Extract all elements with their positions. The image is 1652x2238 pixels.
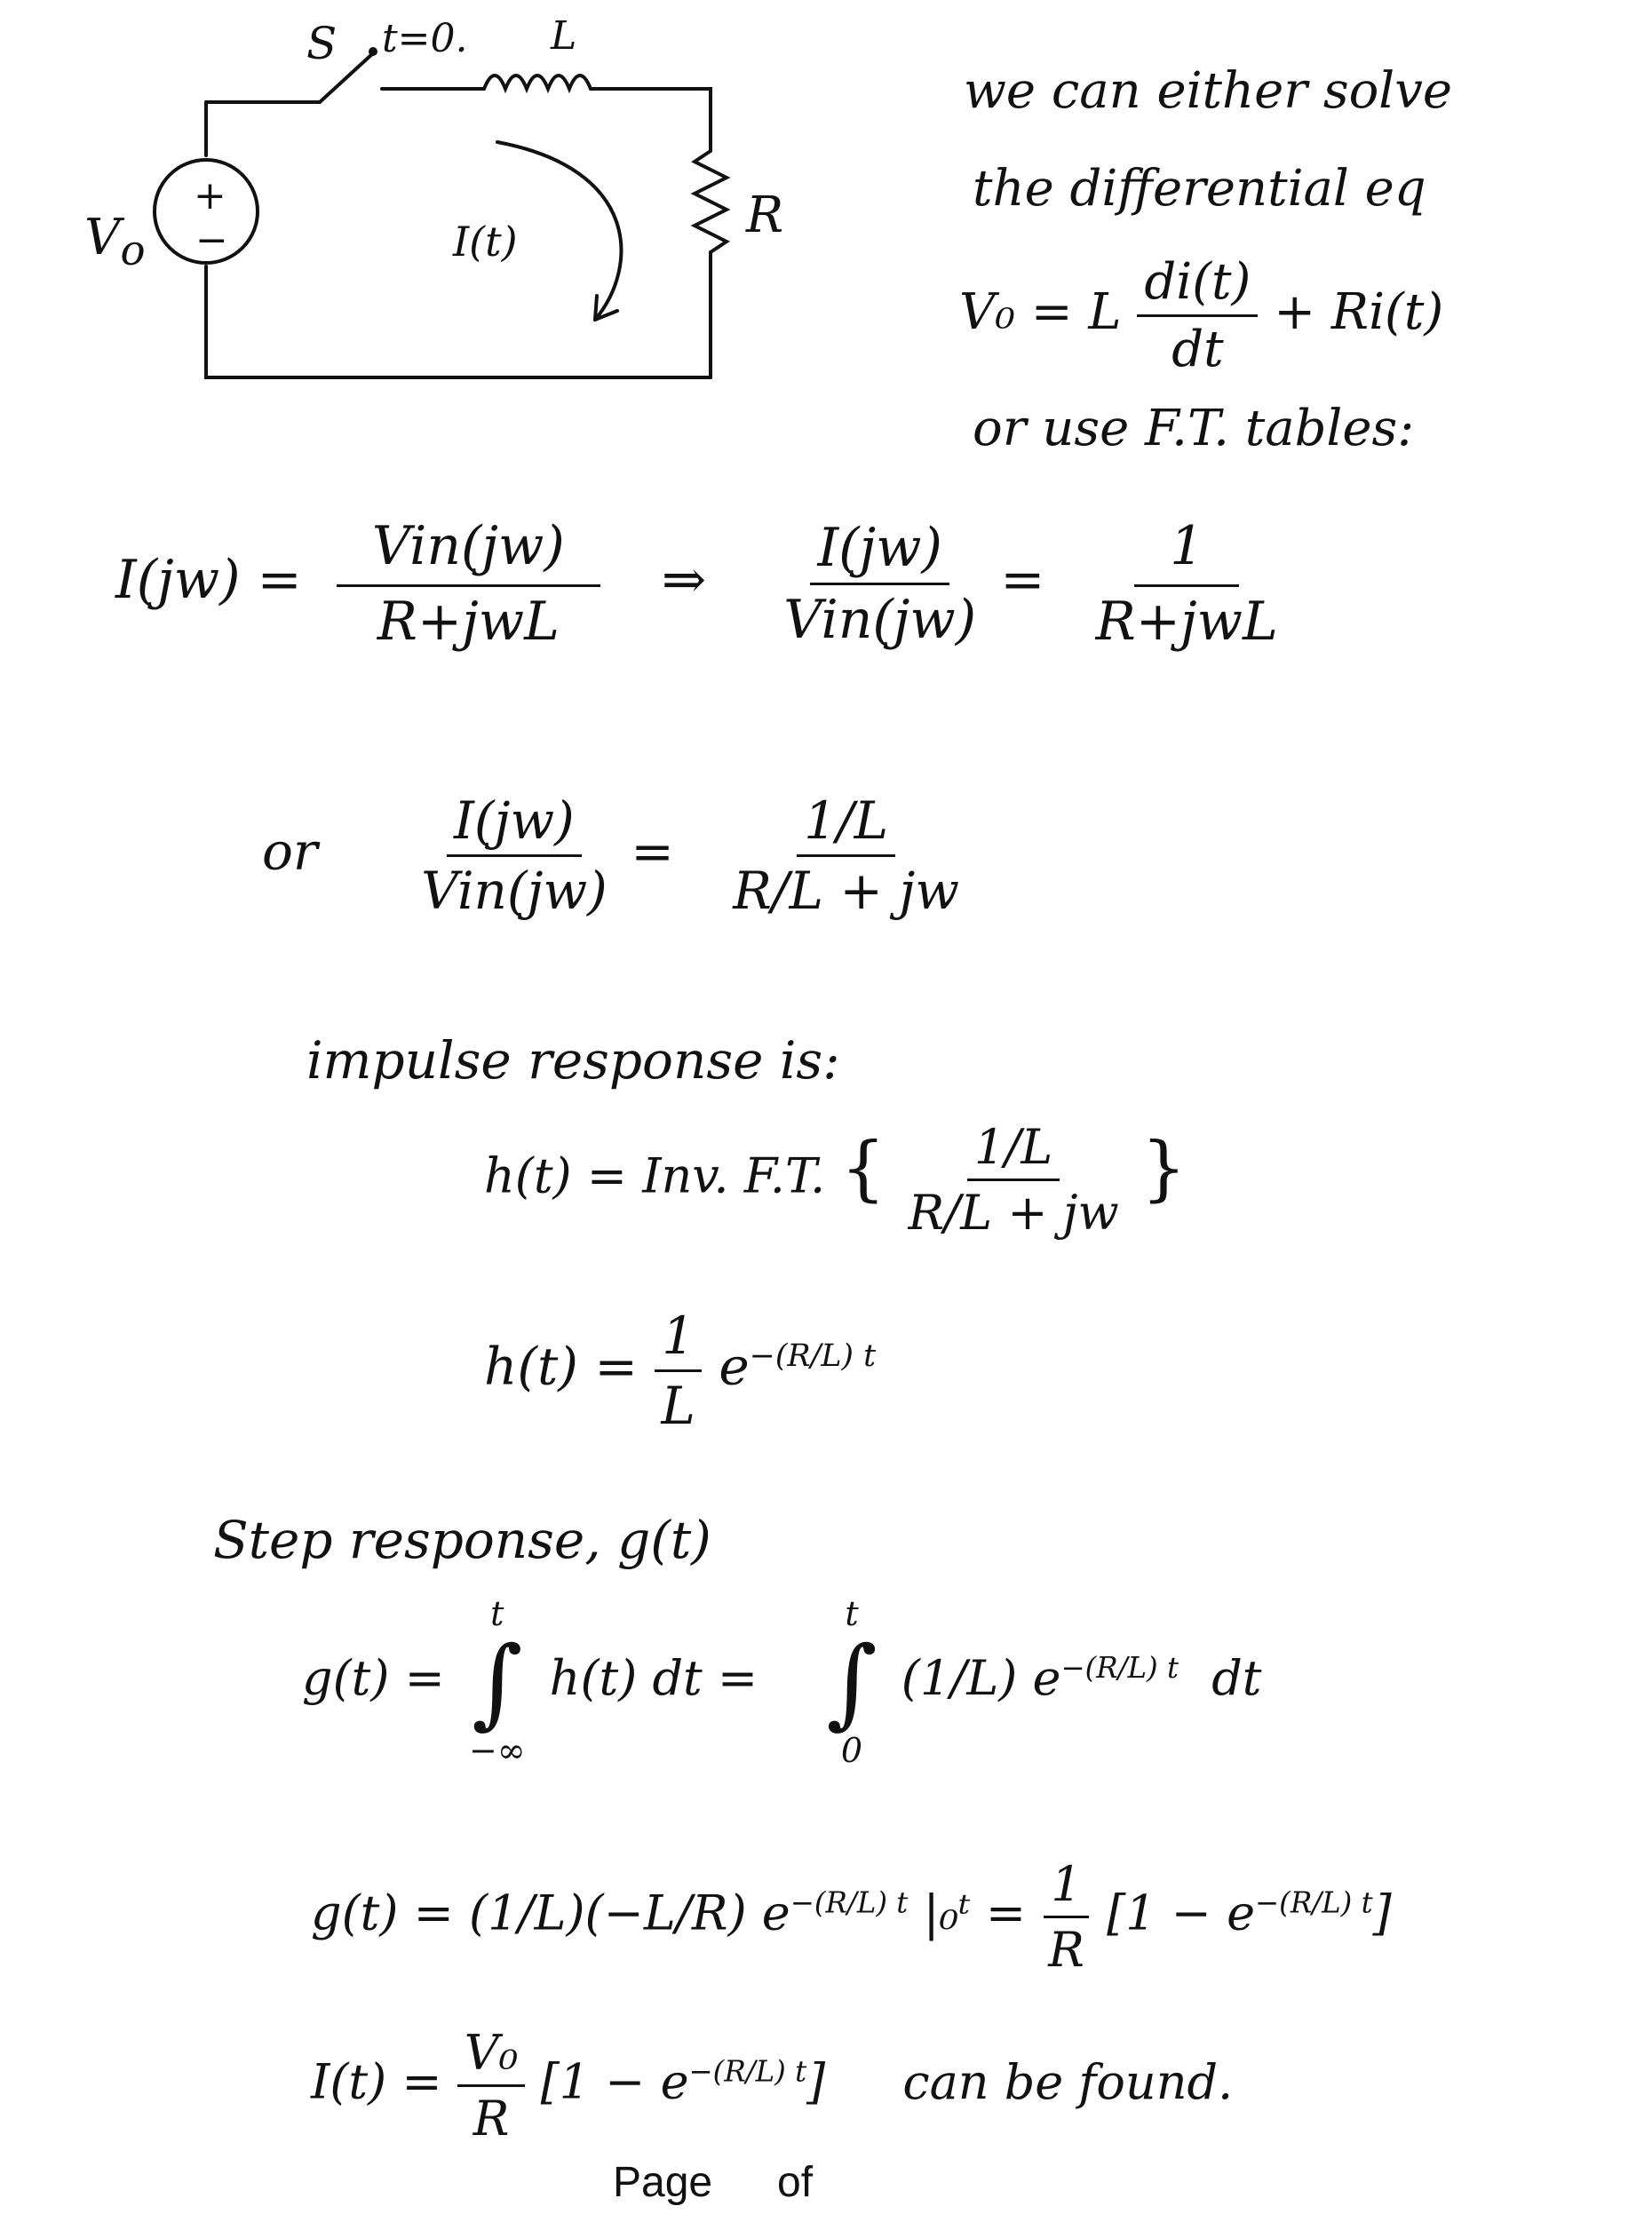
i-close: ] (806, 2053, 826, 2110)
current-label: I(t) (453, 218, 518, 266)
eq1-lhs: I(jw) = (115, 549, 302, 612)
impulse-def-fraction (901, 1119, 1125, 1241)
eq1-rhs-num: 1 (1134, 515, 1239, 587)
eq1-num: Vin(jw) (337, 515, 600, 587)
source-label-v: V (84, 209, 121, 266)
equation-1 (115, 515, 1285, 653)
g-int-body: h(t) dt = (549, 1650, 758, 1706)
g-eval-rhs-num: 1 (1044, 1856, 1088, 1918)
i-body: [1 − e (540, 2053, 689, 2110)
eq1-rhs (1089, 515, 1285, 653)
impulse-exp-base: e (719, 1336, 750, 1397)
diffeq-rhs: + Ri(t) (1274, 283, 1444, 341)
i-note: can be found. (902, 2053, 1234, 2110)
eq2-rhs-num: 1/L (797, 790, 895, 857)
g-eval-lhs: g(t) = (311, 1885, 454, 1941)
source-minus-sign: − (195, 218, 228, 263)
intro-line-3: or use F.T. tables: (973, 400, 1415, 457)
intro-line-2: the differential eq (973, 160, 1426, 218)
current-solution (311, 2025, 1233, 2147)
step-integral-equation (302, 1594, 1261, 1770)
impulse-frac (654, 1306, 703, 1436)
g-eval-limits: |₀ᵗ (923, 1885, 971, 1941)
eq1-fraction (337, 515, 600, 653)
g-int-lhs: g(t) = (302, 1650, 445, 1706)
integral-1 (469, 1594, 526, 1770)
eq2-rhs-den: R/L + jw (733, 861, 960, 921)
differential-equation (959, 253, 1443, 378)
impulse-result (484, 1306, 876, 1436)
step-heading: Step response, g(t) (213, 1510, 711, 1570)
impulse-def-lhs: h(t) = Inv. F.T. (484, 1147, 826, 1204)
eq2-rhs (726, 790, 966, 921)
g-eval-rhs-den: R (1048, 1922, 1084, 1978)
g-eval-power: −(R/L) t (790, 1885, 909, 1920)
eq1-equals: = (1000, 549, 1045, 612)
diffeq-lhs: V₀ = L (959, 283, 1122, 341)
eq1-ratio-den: Vin(jw) (783, 589, 977, 651)
impulse-definition (484, 1119, 1187, 1241)
g-int2-power: −(R/L) t (1060, 1651, 1179, 1685)
equation-2 (262, 790, 966, 921)
integral-2-sign: ∫ (826, 1625, 878, 1739)
integral-2-upper: t (845, 1594, 859, 1633)
eq2-num: I(jw) (447, 790, 582, 857)
g-eval-body: (1/L)(−L/R) e (469, 1885, 790, 1941)
impulse-def-num: 1/L (967, 1119, 1060, 1181)
integral-2 (826, 1594, 877, 1770)
i-lhs: I(t) = (311, 2053, 442, 2110)
impulse-exp-power: −(R/L) t (749, 1338, 877, 1375)
resistor-label: R (746, 186, 784, 244)
open-brace: { (840, 1126, 886, 1210)
source-plus-sign: + (194, 173, 226, 218)
integral-1-sign: ∫ (472, 1625, 523, 1739)
implies-arrow: ⇒ (661, 549, 707, 612)
integral-1-upper: t (490, 1594, 504, 1633)
step-evaluated (311, 1856, 1392, 1978)
integral-1-lower: −∞ (469, 1731, 526, 1770)
source-label (84, 209, 146, 275)
inductor-label: L (551, 13, 577, 59)
source-label-subscript: o (120, 227, 146, 276)
impulse-heading: impulse response is: (306, 1030, 840, 1091)
eq2-equals: = (631, 821, 674, 882)
eq2-or: or (262, 821, 318, 882)
switch-label: S (306, 18, 338, 69)
g-eval-rhs-close: ] (1372, 1885, 1392, 1941)
eq1-den: R+jwL (377, 591, 560, 653)
i-frac-num: V₀ (457, 2025, 526, 2087)
diffeq-frac-den: dt (1171, 321, 1224, 378)
eq1-rhs-den: R+jwL (1095, 591, 1278, 653)
g-eval-rhs: [1 − e (1107, 1885, 1256, 1941)
eq1-ratio-num: I(jw) (810, 517, 949, 585)
eq2-den: Vin(jw) (421, 861, 608, 921)
i-frac-den: R (473, 2091, 510, 2147)
integral-2-lower: 0 (840, 1731, 863, 1770)
g-eval-rhs-frac (1041, 1856, 1092, 1978)
eq2-fraction (414, 790, 615, 921)
g-int2-body: (1/L) e (901, 1650, 1061, 1706)
impulse-frac-num: 1 (655, 1306, 702, 1372)
impulse-frac-den: L (661, 1376, 695, 1436)
i-frac (457, 2025, 526, 2147)
impulse-def-den: R/L + jw (908, 1185, 1119, 1241)
eq1-ratio (776, 517, 983, 651)
i-power: −(R/L) t (688, 2054, 807, 2089)
g-eval-equals: = (985, 1885, 1027, 1941)
diffeq-fraction (1137, 253, 1258, 378)
g-eval-rhs-power: −(R/L) t (1255, 1885, 1373, 1920)
g-int2-dt: dt (1211, 1650, 1262, 1706)
intro-line-1: we can either solve (964, 62, 1452, 120)
close-brace: } (1140, 1126, 1187, 1210)
of-label: of (777, 2159, 814, 2206)
switch-time-label: t=0. (382, 16, 468, 61)
page-label: Page (613, 2159, 713, 2206)
impulse-lhs: h(t) = (484, 1336, 638, 1397)
diffeq-frac-num: di(t) (1137, 253, 1258, 317)
